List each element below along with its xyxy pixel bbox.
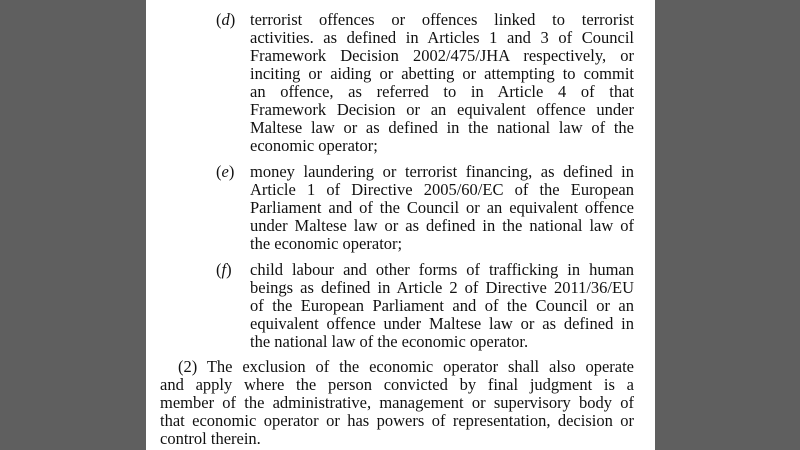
item-f-line-1: child labour and other forms of trafficking in human [250, 260, 634, 279]
item-e-line-1: money laundering or terrorist financing, as defined in [250, 162, 634, 181]
item-d-line-4: inciting or aiding or abetting or attempting to commit [250, 64, 634, 83]
item-d-line-5: an offence, as referred to in Article 4 of that [250, 82, 634, 101]
item-e-line-4: under Maltese law or as defined in the national law of [250, 216, 634, 235]
item-d-line-8: economic operator; [250, 136, 378, 155]
paragraph-line-1: (2) The exclusion of the economic operator shall also operate [178, 357, 634, 376]
item-d-line-1: terrorist offences or offences linked to terrorist [250, 10, 634, 29]
item-d-line-3: Framework Decision 2002/475/JHA respectively, or [250, 46, 634, 65]
item-f-line-5: the national law of the economic operator. [250, 332, 529, 351]
item-f-line-4: equivalent offence under Maltese law or as defined in [250, 314, 634, 333]
item-d-line-2: activities. as defined in Articles 1 and 3 of Council [250, 28, 634, 47]
document-page [146, 0, 655, 450]
item-e-line-3: Parliament and of the Council or an equivalent offence [250, 198, 634, 217]
paragraph-line-5: control therein. [160, 429, 261, 448]
paragraph-line-3: member of the administrative, management or supervisory body of [160, 393, 634, 412]
paragraph-line-2: and apply where the person convicted by final judgment is a [160, 375, 634, 394]
item-f-line-3: of the European Parliament and of the Council or an [250, 296, 634, 315]
item-d-line-6: Framework Decision or an equivalent offence under [250, 100, 634, 119]
item-d-line-7: Maltese law or as defined in the national law of the [250, 118, 634, 137]
item-e-line-2: Article 1 of Directive 2005/60/EC of the European [250, 180, 634, 199]
item-f-line-2: beings as defined in Article 2 of Directive 2011/36/EU [250, 278, 634, 297]
paragraph-line-4: that economic operator or has powers of representation, decision or [160, 411, 634, 430]
item-label-f: (f) [216, 260, 232, 279]
item-label-e: (e) [216, 162, 235, 181]
item-label-d: (d) [216, 10, 236, 29]
item-e-line-5: the economic operator; [250, 234, 403, 253]
